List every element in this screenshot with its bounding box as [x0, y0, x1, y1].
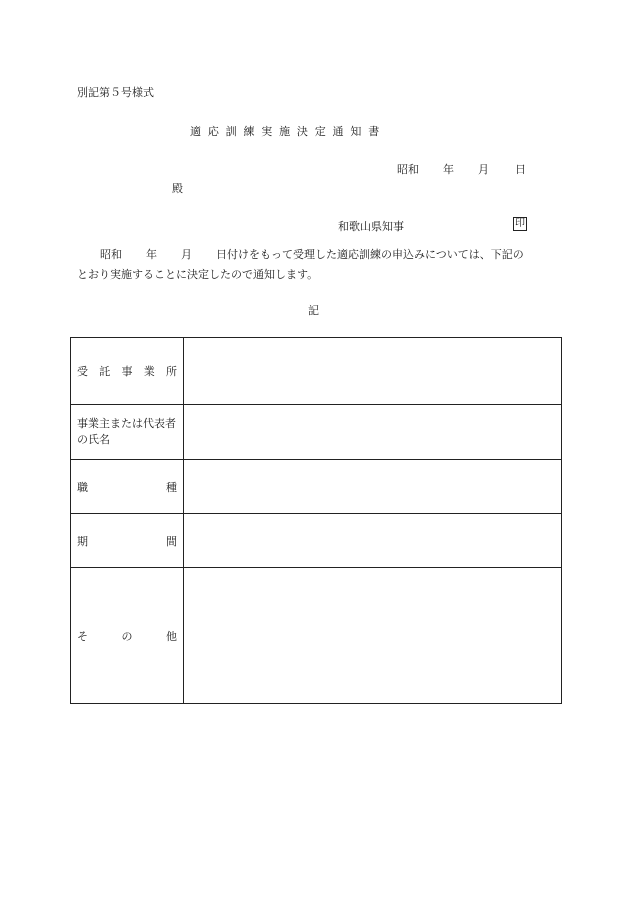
label-occupation-text — [77, 479, 177, 495]
label-char: 業 — [143, 365, 155, 378]
value-occupation[interactable] — [184, 460, 562, 514]
table-row — [71, 568, 562, 704]
body-month: 月 — [181, 248, 192, 261]
value-employer[interactable] — [184, 405, 562, 460]
date-day: 日 — [515, 163, 526, 176]
date-month: 月 — [478, 163, 489, 176]
label-other-text — [77, 628, 177, 644]
label-char: 託 — [99, 365, 111, 378]
date-year: 年 — [443, 163, 454, 176]
label-period — [71, 514, 184, 568]
label-occupation — [71, 460, 184, 514]
seal-mark: 印 — [515, 218, 525, 229]
body-text — [77, 245, 567, 285]
body-line-1 — [77, 245, 567, 265]
label-other — [71, 568, 184, 704]
document-title: 適応訓練実施決定通知書 — [190, 125, 387, 138]
table-row — [71, 405, 562, 460]
table-row — [71, 338, 562, 405]
value-period[interactable] — [184, 514, 562, 568]
value-other[interactable] — [184, 568, 562, 704]
label-contractor-text — [77, 363, 177, 379]
label-char: の — [121, 629, 133, 643]
date-era: 昭和 — [397, 163, 419, 176]
label-char: 他 — [166, 629, 177, 643]
issuer-name: 和歌山県知事 — [338, 220, 404, 233]
body-era: 昭和 — [100, 248, 122, 261]
ki-heading: 記 — [308, 304, 319, 317]
label-char: 種 — [166, 480, 177, 494]
date-line — [397, 161, 526, 177]
label-char: 受 — [77, 365, 88, 378]
value-contractor[interactable] — [184, 338, 562, 405]
label-char: 期 — [77, 534, 88, 548]
body-rest: 日付けをもって受理した適応訓練の申込みについては、下記の — [216, 248, 524, 261]
label-char: 職 — [77, 480, 88, 494]
label-char: 所 — [166, 365, 177, 378]
label-contractor — [71, 338, 184, 405]
label-employer-text: 事業主または代表者の氏名 — [77, 417, 176, 446]
label-period-text — [77, 533, 177, 549]
table-row — [71, 460, 562, 514]
body-year: 年 — [146, 248, 157, 261]
table-row — [71, 514, 562, 568]
label-employer — [71, 405, 184, 460]
form-number: 別記第５号様式 — [77, 86, 154, 99]
label-char: 間 — [166, 534, 177, 548]
addressee-honorific: 殿 — [172, 182, 183, 195]
label-char: そ — [77, 629, 88, 643]
label-char: 事 — [121, 365, 133, 378]
body-line-2: とおり実施することに決定したので通知します。 — [77, 268, 319, 281]
info-table — [70, 337, 562, 704]
